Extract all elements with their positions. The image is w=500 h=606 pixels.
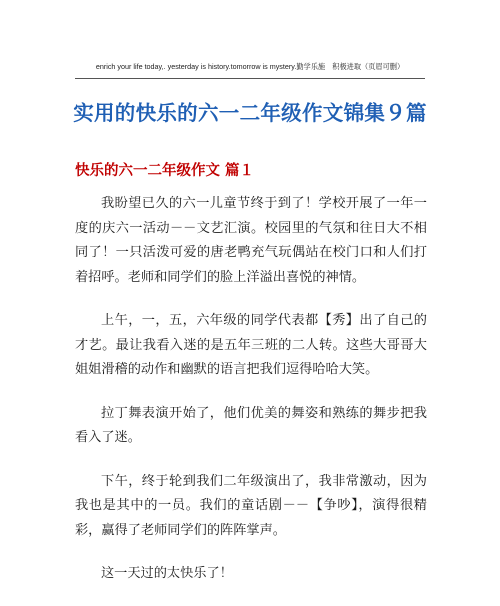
paragraph: 我盼望已久的六一儿童节终于到了！学校开展了一年一度的庆六一活动－－文艺汇演。校园里的气氛和往日大不相同了！一只活泼可爱的唐老鸭充气玩偶站在校门口和人们打着招呼。老师和同学们的脸上洋溢出喜悦的神情。 [75,196,427,285]
paragraph: 上午，一，五，六年级的同学代表都【秀】出了自己的才艺。最让我看入迷的是五年三班的二人转。这些大哥哥大姐姐滑稽的动作和幽默的语言把我们逗得哈哈大笑。 [75,313,427,377]
document-body [75,192,427,606]
section-heading: 快乐的六一二年级作文 篇１ [75,162,255,179]
paragraph: 下午，终于轮到我们二年级演出了，我非常激动，因为我也是其中的一员。我们的童话剧－－【争吵】，演得很精彩，赢得了老师同学们的阵阵掌声。 [75,473,427,538]
header-divider [75,78,425,79]
paragraph: 拉丁舞表演开始了，他们优美的舞姿和熟练的舞步把我看入了迷。 [75,405,427,445]
document-title: 实用的快乐的六一二年级作文锦集９篇 [73,101,427,125]
paragraph: 这一天过的太快乐了！ [101,566,233,581]
page-header-text: enrich your life today,. yesterday is history.tomorrow is mystery.勤学乐施 积极进取（页眉可删） [95,62,405,71]
